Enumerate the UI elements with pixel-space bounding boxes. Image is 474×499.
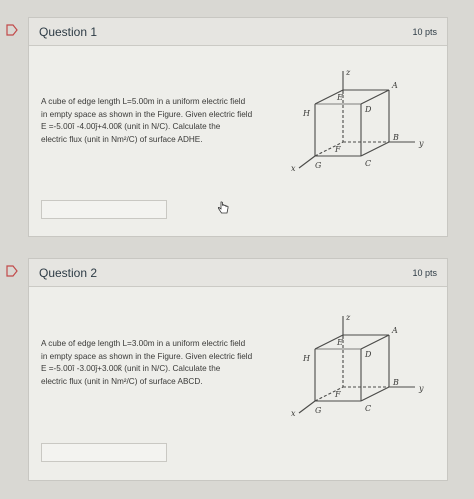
question-title: Question 1 [39, 24, 98, 39]
vertex-label-c: C [365, 404, 372, 413]
vertex-label-f: F [335, 390, 341, 399]
cube-figure [287, 313, 437, 451]
question-header [29, 18, 447, 46]
question-text [41, 96, 276, 146]
question-text-line: electric flux (unit in Nm²/C) of surface ABCD. [41, 376, 203, 386]
question-points: 10 pts [412, 267, 437, 278]
vertex-label-c: C [365, 159, 372, 168]
vertex-label-g: G [315, 406, 322, 415]
flag-question-2-icon[interactable] [6, 265, 18, 277]
answer-input[interactable] [41, 443, 167, 462]
vertex-label-a: A [392, 81, 398, 90]
question-text-line: electric flux (unit in Nm²/C) of surface ADHE. [41, 134, 203, 144]
vertex-label-b: B [393, 378, 399, 387]
vertex-label-d: D [365, 105, 372, 114]
vertex-label-a: A [392, 326, 398, 335]
question-text-line: A cube of edge length L=5.00m in a uniform electric field [41, 97, 246, 106]
vertex-label-f: F [335, 145, 341, 154]
vertex-label-d: D [365, 350, 372, 359]
question-header [29, 259, 447, 287]
question-title: Question 2 [39, 265, 98, 280]
question-text-line: E =-5.00î -4.00ĵ+4.00k̂ (unit in N/C). Calculate the [41, 122, 221, 131]
axis-label-x: x [291, 409, 296, 418]
axis-label-z: z [346, 68, 351, 77]
question-text-line: E =-5.00î -3.00ĵ+3.00k̂ (unit in N/C). Calculate the [41, 364, 221, 373]
vertex-label-e: E [337, 93, 343, 102]
axis-label-y: y [419, 384, 424, 393]
hand-cursor-icon [216, 201, 230, 215]
axis-label-y: y [419, 139, 424, 148]
cube-figure [287, 68, 437, 206]
question-text [41, 338, 276, 388]
answer-input[interactable] [41, 200, 167, 219]
vertex-label-h: H [303, 109, 310, 118]
flag-question-1-icon[interactable] [6, 24, 18, 36]
vertex-label-b: B [393, 133, 399, 142]
vertex-label-h: H [303, 354, 310, 363]
question-card-2 [28, 258, 448, 481]
question-text-line: in empty space as shown in the Figure. Given electric field [41, 351, 253, 361]
vertex-label-g: G [315, 161, 322, 170]
question-card-1 [28, 17, 448, 237]
axis-label-x: x [291, 164, 296, 173]
vertex-label-e: E [337, 338, 343, 347]
question-text-line: in empty space as shown in the Figure. Given electric field [41, 109, 253, 119]
question-points: 10 pts [412, 26, 437, 37]
axis-label-z: z [346, 313, 351, 322]
question-text-line: A cube of edge length L=3.00m in a uniform electric field [41, 339, 246, 348]
